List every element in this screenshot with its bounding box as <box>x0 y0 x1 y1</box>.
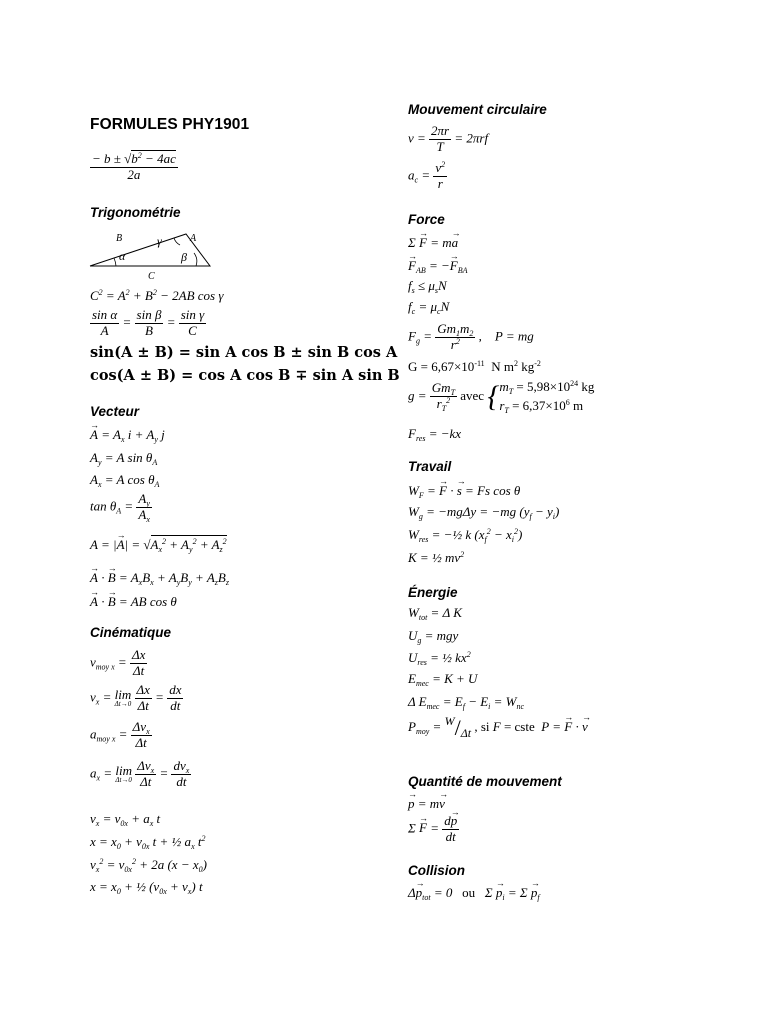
dot-product-components: → A · → $B = A_xB_x + A_yB_y + A_zB_z$ <box>90 571 229 584</box>
force-momentum: Σ → F = $\frac{d\to p}{dt}$ <box>408 814 459 845</box>
vector-components: → $A = A_x$ $i + A_y$ j <box>90 428 165 441</box>
dot-product-angle: → A · → B = AB cos θ <box>90 595 177 608</box>
spring-force: $F_{res} = -kx$ <box>408 426 462 443</box>
potential-spring: $U_{res}$ = ½ $kx^2$ <box>408 650 471 667</box>
work-energy-theorem: $W_{tot} = \Delta$ K <box>408 605 462 622</box>
vector-ax: $A_x = A$ $\cos \theta_A$ <box>90 472 160 489</box>
kinetic-friction: $f_c = \mu_cN$ <box>408 299 450 316</box>
section-quantite-de-mouvement: Quantité de mouvement <box>408 774 562 789</box>
avg-velocity: $v_{moy x}$ = $\frac{\Delta x}{\Delta t}$ <box>90 647 146 678</box>
kinetic-energy: K = ½ $mv^2$ <box>408 550 465 565</box>
newton-third-law: → $F_{AB}$ = −→ $F_{BA}$ <box>408 259 468 272</box>
kinematic-eq-4: $x = x_0$ + ½ $(v_{0x} + v_x)$ t <box>90 879 203 896</box>
inst-velocity: $v_x = \lim$ Δt→0 $\frac{\Delta x}{\Delta t}$ = $\frac{dx}{dt}$ <box>90 682 182 713</box>
kinematic-eq-1: $v_x = v_{0x} + a_x$ t <box>90 811 161 828</box>
triangle-label-B: B <box>116 233 123 244</box>
static-friction: $f_s \le \mu_sN$ <box>408 278 447 295</box>
document-title: FORMULES PHY1901 <box>90 116 250 133</box>
average-power: $P_{moy} = ^W/_{\Delta t}$ , si F = cste P = → F · → v <box>408 717 588 739</box>
triangle-label-gamma: γ <box>157 234 162 248</box>
delta-mechanical-energy: Δ $E_{mec} = E_f - E_i = W_{nc}$ <box>408 694 525 711</box>
sin-sum-identity: sin(A ± B) = sin A cos B ± sin B cos A <box>90 344 398 361</box>
surface-gravity: g = $Gm_T$ $r_T^2$ avec { $m_T = 5,98\times 10^{24}$ kg $r_T = 6,37\times 10^6$ m <box>408 379 595 415</box>
section-force: Force <box>408 212 445 227</box>
vector-ay: $A_y = A$ $\sin \theta_A$ <box>90 450 158 467</box>
section-travail: Travail <box>408 459 452 474</box>
gravitation-force: $F_g$ = $\frac{Gm_1m_2}{r^2}$ , P = mg <box>408 321 534 352</box>
kinematic-eq-3: $v_x^2 = v_{0x}^2 + 2a$ $(x - x_0)$ <box>90 857 207 874</box>
section-trigonometrie: Trigonométrie <box>90 205 181 220</box>
section-mouvement-circulaire: Mouvement circulaire <box>408 102 547 117</box>
section-cinematique: Cinématique <box>90 625 172 640</box>
triangle-label-A: A <box>190 233 197 244</box>
centripetal-acceleration: $a_c$ = $\frac{v^2}{r}$ <box>408 160 446 191</box>
triangle-diagram <box>86 228 216 280</box>
mechanical-energy: $E_{mec} = K + U$ <box>408 671 478 688</box>
vector-magnitude: A = |→ $A| = √A_x^2 + A_y^2 + A_z^2$ <box>90 538 227 551</box>
work-gravity: $W_g = -mg\Delta y = -mg$ $(y_f - y_i)$ <box>408 504 560 521</box>
inst-acceleration: $a_x = \lim$ Δt→0 $\Delta v_x$ Δt = $dv_x$ dt <box>90 758 190 789</box>
momentum: → p = m→ v <box>408 797 445 810</box>
vector-tan: $\tan \theta_A$ = $\frac{A_y}{A_x}$ <box>90 491 150 524</box>
potential-gravity: $U_g$ = mgy <box>408 628 459 645</box>
law-of-cosines: $C^2 = A^2 + B^2 - 2AB$ cos γ <box>90 288 224 303</box>
gravitational-constant: $G = 6,67\times 10^{-11}$ N $m^2$ $kg^{-2}$ <box>408 359 541 374</box>
triangle-label-alpha: α <box>119 249 126 263</box>
avg-acceleration: $a_{moy x}$ = $\Delta v_x$ Δt <box>90 719 150 750</box>
circular-velocity: v = $\frac{2\pi r}{T}$ = 2πrf <box>408 123 489 154</box>
section-energie: Énergie <box>408 585 458 600</box>
section-vecteur: Vecteur <box>90 404 140 419</box>
triangle-label-C: C <box>148 271 155 280</box>
quadratic-formula: $\frac{- b \pm √b^2 - 4ac}{2a}$ <box>92 151 176 182</box>
triangle-label-beta: β <box>181 250 187 264</box>
cos-sum-identity: cos(A ± B) = cos A cos B ∓ sin A sin B <box>90 367 400 384</box>
law-of-sines: $\frac{\text{sin α}}{A}$ = $\frac{\text{sin β}}{B}$ = $\frac{\text{sin γ}}{C}$ <box>92 307 205 338</box>
work-force: $W_F$ = → F · → s = Fs cos θ <box>408 484 520 497</box>
newton-second-law: Σ → F = m→ a <box>408 236 458 249</box>
momentum-conservation: $\Delta\to p_{tot} = 0$ ou $\Sigma \to p_i = \Sigma \to p_f$ <box>408 886 540 899</box>
work-spring: $W_{res}$ = −½ k $(x_f^2 - x_i^2)$ <box>408 527 523 544</box>
section-collision: Collision <box>408 863 465 878</box>
kinematic-eq-2: $x = x_0 + v_{0x}$ t + ½ $a_x$ $t^2$ <box>90 834 206 851</box>
